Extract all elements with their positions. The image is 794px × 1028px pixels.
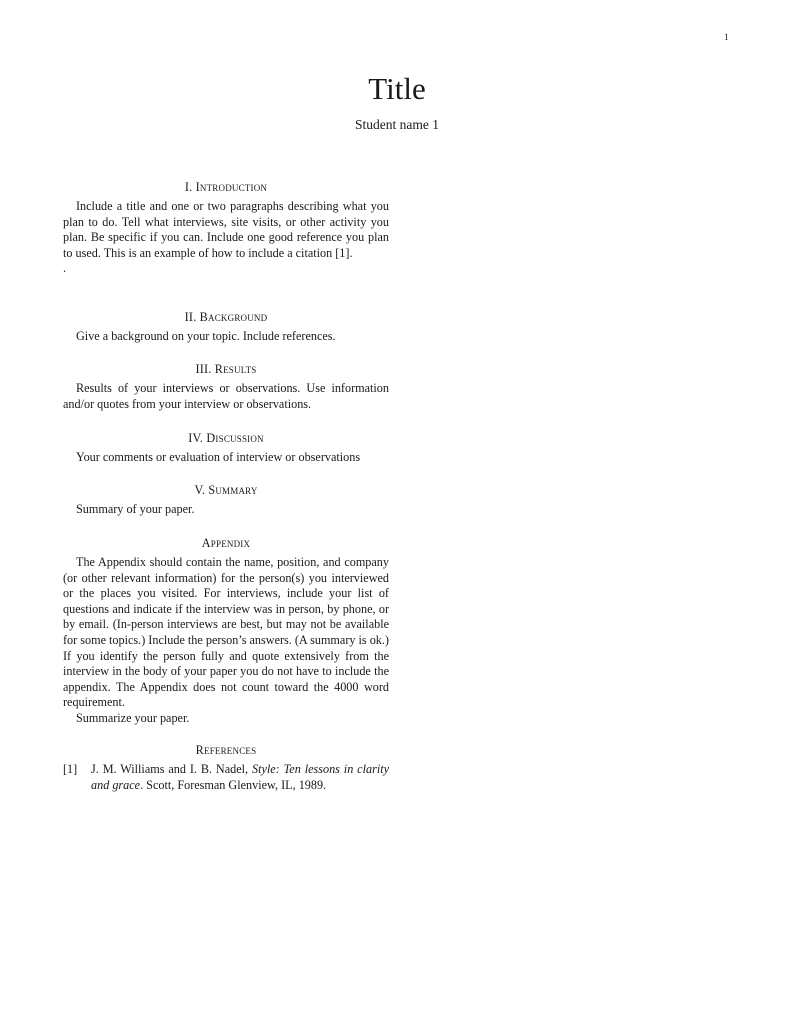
- results-paragraph: Results of your interviews or observations. Use information and/or quotes from your interview or observations.: [63, 381, 389, 411]
- appendix-summary-paragraph: Summarize your paper.: [76, 710, 190, 725]
- section-heading-background: II. Background: [184, 310, 268, 324]
- introduction-trailing-dot: .: [63, 261, 67, 276]
- section-heading-summary: V. Summary: [194, 483, 258, 497]
- page-number: 1: [724, 32, 729, 42]
- reference-title: Style: Ten lessons in clarity and grace: [91, 762, 389, 792]
- appendix-paragraph: The Appendix should contain the name, position, and company (or other relevant information) for the person(s) you interviewed or the places you visited. For interviews, include your list of questions and indicate if the interview was in person, by phone, or by email. (In-person interviews are best, but may not be available for some topics.) Include the person’s answers. (A summary is ok.) If you identify the person fully and quote extensively from the interview in the body of your paper you do not have to include the appendix. The Appendix does not count toward the 4000 word requirement.: [63, 555, 389, 710]
- introduction-paragraph: Include a title and one or two paragraphs describing what you plan to do. Tell what interviews, site visits, or other activity you plan. Be specific if you can. Include one good reference you plan to used. This is an example of how to include a citation [1].: [63, 199, 389, 260]
- paper-title: Title: [368, 71, 426, 106]
- section-results: [63, 362, 389, 412]
- summary-paragraph: Summary of your paper.: [76, 502, 195, 516]
- section-introduction: [63, 180, 389, 277]
- reference-authors: J. M. Williams and I. B. Nadel,: [91, 762, 252, 776]
- discussion-paragraph: Your comments or evaluation of interview or observations: [76, 450, 361, 464]
- section-heading-results: III. Results: [195, 362, 257, 376]
- reference-label: [1]: [63, 762, 78, 776]
- section-summary: [63, 483, 389, 518]
- reference-publisher: . Scott, Foresman Glenview, IL, 1989.: [140, 777, 327, 792]
- section-references: [63, 743, 389, 793]
- author-name: Student name 1: [355, 117, 439, 132]
- section-heading-introduction: I. Introduction: [184, 180, 268, 194]
- section-heading-discussion: IV. Discussion: [188, 431, 264, 445]
- section-discussion: [63, 431, 389, 466]
- section-heading-appendix: Appendix: [201, 536, 251, 550]
- section-appendix: [63, 536, 389, 727]
- background-paragraph: Give a background on your topic. Include references.: [76, 329, 336, 343]
- section-background: [63, 310, 389, 345]
- section-heading-references: References: [195, 743, 257, 757]
- reference-entry: [63, 762, 389, 793]
